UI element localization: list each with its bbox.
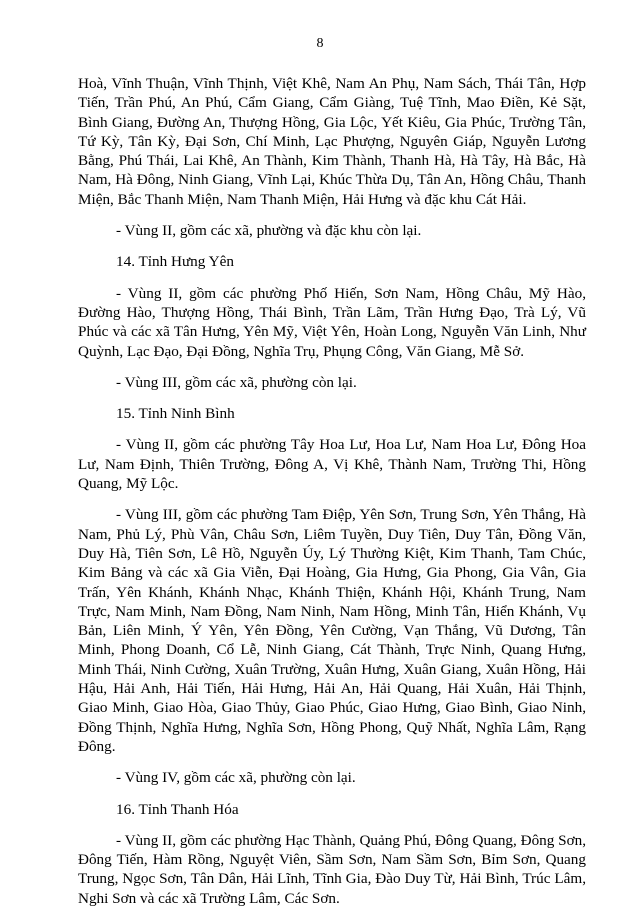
paragraph-thanh-hoa-region-2: - Vùng II, gồm các phường Hạc Thành, Quảng Phú, Đông Quang, Đông Sơn, Đông Tiến, Hàm Rồng, Nguyệt Viên, Sầm Sơn, Nam Sầm Sơn, Bỉm Sơn, Quang Trung, Ngọc Sơn, Tân Dân, Hải Lĩnh, Tĩnh Gia, Đào Duy Từ, Hải Bình, Trúc Lâm, Nghi Sơn và các xã Trường Lâm, Các Sơn. xyxy=(78,831,587,907)
heading-thanh-hoa: 16. Tỉnh Thanh Hóa xyxy=(116,800,239,818)
heading-hung-yen: 14. Tỉnh Hưng Yên xyxy=(116,253,234,271)
paragraph-continuation-hai-phong-communes: Hoà, Vĩnh Thuận, Vĩnh Thịnh, Việt Khê, Nam An Phụ, Nam Sách, Thái Tân, Hợp Tiến, Trần Phú, An Phú, Cẩm Giang, Cẩm Giàng, Tuệ Tĩnh, Mao Điền, Kẻ Sặt, Bình Giang, Đường An, Thượng Hồng, Gia Lộc, Yết Kiêu, Gia Phúc, Trường Tân, Tứ Kỳ, Tân Kỳ, Đại Sơn, Chí Minh, Lạc Phượng, Nguyên Giáp, Nguyễn Lương Bằng, Phú Thái, Lai Khê, An Thành, Kim Thành, Thanh Hà, Hà Tây, Hà Bắc, Hà Nam, Hà Đông, Ninh Giang, Vĩnh Lại, Khúc Thừa Dụ, Tân An, Hồng Châu, Thanh Miện, Bắc Thanh Miện, Nam Thanh Miện, Hải Hưng và đặc khu Cát Hải. xyxy=(78,75,586,208)
document-body xyxy=(78,74,586,920)
paragraph-ninh-binh-region-4: - Vùng IV, gồm các xã, phường còn lại. xyxy=(116,769,356,787)
page-number: 8 xyxy=(316,36,324,51)
paragraph-hung-yen-region-3: - Vùng III, gồm các xã, phường còn lại. xyxy=(116,373,357,391)
paragraph-hai-phong-region-2: - Vùng II, gồm các xã, phường và đặc khu còn lại. xyxy=(116,222,422,240)
heading-ninh-binh: 15. Tỉnh Ninh Bình xyxy=(116,405,235,423)
paragraph-ninh-binh-region-3: - Vùng III, gồm các phường Tam Điệp, Yên Sơn, Trung Sơn, Yên Thắng, Hà Nam, Phủ Lý, Phù Vân, Châu Sơn, Liêm Tuyền, Duy Tiên, Duy Tân, Đồng Văn, Duy Hà, Tiên Sơn, Lê Hồ, Nguyễn Úy, Lý Thường Kiệt, Kim Thanh, Tam Chúc, Kim Bảng và các xã Gia Viễn, Đại Hoàng, Gia Hưng, Gia Phong, Gia Vân, Gia Trấn, Yên Khánh, Khánh Nhạc, Khánh Thiện, Khánh Hội, Khánh Trung, Nam Trực, Nam Minh, Nam Đồng, Nam Ninh, Nam Hồng, Minh Tân, Hiển Khánh, Vụ Bản, Liên Minh, Ý Yên, Yên Đồng, Yên Cường, Vạn Thắng, Vũ Dương, Tân Minh, Phong Doanh, Cổ Lễ, Ninh Giang, Cát Thành, Trực Ninh, Quang Hưng, Minh Thái, Ninh Cường, Xuân Trường, Xuân Hưng, Xuân Giang, Xuân Hồng, Hải Hậu, Hải Anh, Hải Tiến, Hải Hưng, Hải An, Hải Quang, Hải Xuân, Hải Thịnh, Giao Minh, Giao Hòa, Giao Thủy, Giao Phúc, Giao Hưng, Giao Bình, Giao Ninh, Đồng Thịnh, Nghĩa Hưng, Nghĩa Sơn, Hồng Phong, Quỹ Nhất, Nghĩa Lâm, Rạng Đông. xyxy=(78,506,586,755)
paragraph-hung-yen-region-2: - Vùng II, gồm các phường Phố Hiến, Sơn Nam, Hồng Châu, Mỹ Hào, Đường Hào, Thượng Hồng, Thái Bình, Trần Lãm, Trần Hưng Đạo, Trà Lý, Vũ Phúc và các xã Tân Hưng, Yên Mỹ, Việt Yên, Hoàn Long, Nguyễn Văn Linh, Như Quỳnh, Lạc Đạo, Đại Đồng, Nghĩa Trụ, Phụng Công, Văn Giang, Mễ Sở. xyxy=(78,284,586,360)
paragraph-ninh-binh-region-2: - Vùng II, gồm các phường Tây Hoa Lư, Hoa Lư, Nam Hoa Lư, Đông Hoa Lư, Nam Định, Thiên Trường, Đông A, Vị Khê, Thành Nam, Trường Thi, Hồng Quang, Mỹ Lộc. xyxy=(78,436,586,493)
